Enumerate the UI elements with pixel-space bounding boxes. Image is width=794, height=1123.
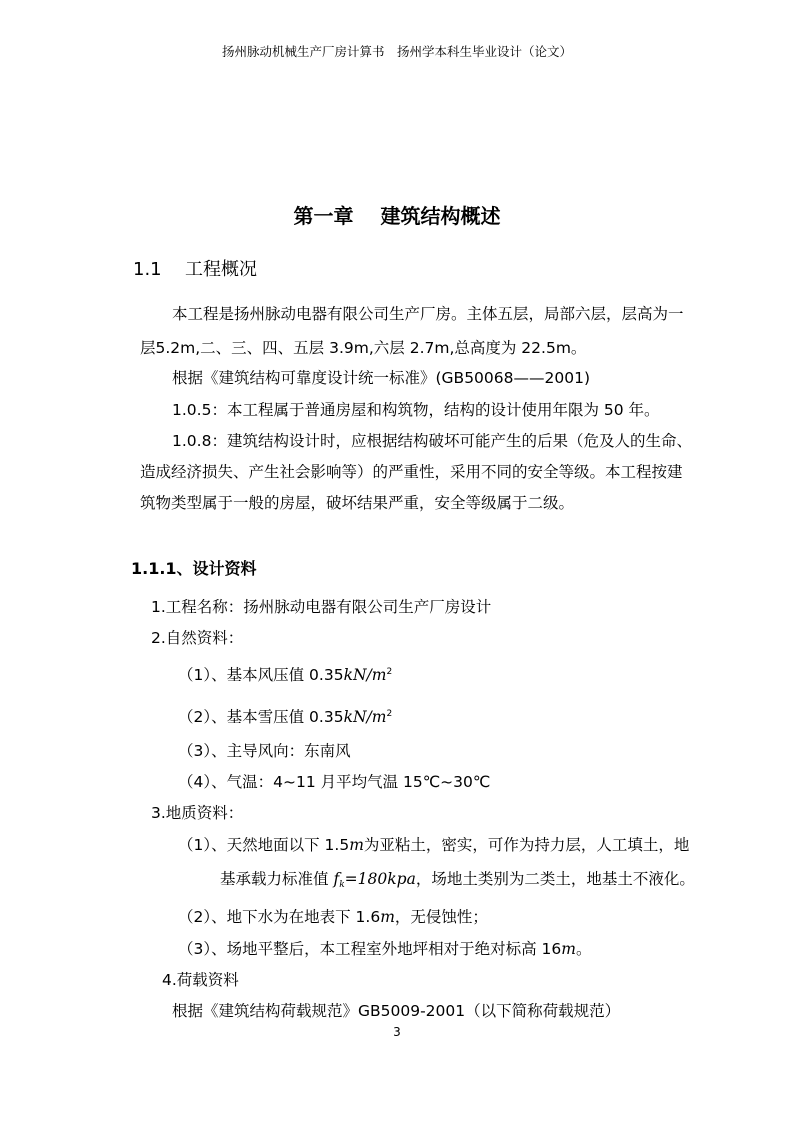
bearing-capacity-subscript: k — [339, 880, 345, 890]
overview-clause-108-line-1: 1.0.8：建筑结构设计时，应根据结构破坏可能产生的后果（危及人的生命、 — [172, 432, 692, 450]
geology-1-unit: m — [349, 836, 364, 854]
overview-clause-108-line-3: 筑物类型属于一般的房屋，破坏结果严重，安全等级属于二级。 — [140, 494, 575, 512]
wind-pressure-unit: kN/m — [343, 666, 387, 684]
geology-2-text-b: ，无侵蚀性； — [394, 908, 488, 926]
overview-clause-105: 1.0.5：本工程属于普通房屋和构筑物，结构的设计使用年限为 50 年。 — [172, 401, 660, 419]
geology-3-text-a: （3）、场地平整后，本工程室外地坪相对于绝对标高 16 — [178, 940, 562, 958]
overview-paragraph-1-line-1: 本工程是扬州脉动电器有限公司生产厂房。主体五层，局部六层，层高为一 — [172, 305, 684, 323]
design-item-project-name: 1.工程名称：扬州脉动电器有限公司生产厂房设计 — [151, 598, 492, 616]
geology-1-text-a: （1）、天然地面以下 1.5 — [178, 836, 350, 854]
page-number: 3 — [393, 1025, 401, 1039]
snow-pressure-label: （2）、基本雪压值 0.35 — [178, 708, 344, 726]
geology-1-line-1 — [178, 833, 689, 855]
snow-pressure-unit: kN/m — [343, 708, 387, 726]
bearing-capacity-unit: kpa — [387, 870, 416, 888]
wind-direction-line: （3）、主导风向：东南风 — [178, 742, 351, 760]
subsection-heading: 1.1.1、设计资料 — [131, 559, 257, 578]
design-item-geology: 3.地质资料： — [151, 804, 244, 822]
bearing-capacity-value: =180 — [344, 870, 388, 888]
design-item-natural-data: 2.自然资料： — [151, 629, 244, 647]
temperature-line: （4）、气温：4~11 月平均气温 15℃~30℃ — [178, 773, 491, 791]
geology-2-line — [178, 905, 488, 927]
wind-pressure-unit-exponent: 2 — [386, 667, 393, 677]
geology-1-text-b: 为亚粘土，密实，可作为持力层，人工填土，地 — [363, 836, 690, 854]
snow-pressure-unit-exponent: 2 — [386, 709, 393, 719]
section-heading — [133, 255, 257, 281]
overview-clause-108-line-2: 造成经济损失、产生社会影响等）的严重性，采用不同的安全等级。本工程按建 — [140, 463, 683, 481]
geology-2-unit: m — [380, 908, 395, 926]
running-header: 扬州脉动机械生产厂房计算书 扬州学本科生毕业设计（论文） — [221, 44, 572, 59]
geology-1-text-c: ，场地土类别为二类土，地基土不液化。 — [415, 870, 695, 888]
overview-standard-reference: 根据《建筑结构可靠度设计统一标准》(GB50068——2001) — [172, 369, 590, 387]
design-item-loads: 4.荷载资料 — [162, 971, 239, 989]
geology-3-unit: m — [561, 940, 576, 958]
section-title: 工程概况 — [185, 259, 257, 280]
wind-pressure-label: （1）、基本风压值 0.35 — [178, 666, 344, 684]
geology-3-text-b: 。 — [575, 940, 592, 958]
geology-2-text-a: （2）、地下水为在地表下 1.6 — [178, 908, 381, 926]
geology-1-capacity-label: 基承载力标准值 — [220, 870, 329, 888]
snow-pressure-line — [178, 705, 392, 727]
geology-1-line-2 — [220, 867, 695, 889]
chapter-title: 第一章 建筑结构概述 — [293, 204, 501, 228]
geology-3-line — [178, 937, 591, 959]
overview-paragraph-1-line-2: 层5.2m,二、三、四、五层 3.9m,六层 2.7m,总高度为 22.5m。 — [140, 339, 587, 357]
bearing-capacity-symbol: f — [333, 870, 340, 888]
wind-pressure-line — [178, 663, 392, 685]
load-code-reference: 根据《建筑结构荷载规范》GB5009-2001（以下简称荷载规范） — [172, 1002, 621, 1020]
section-number: 1.1 — [133, 259, 162, 280]
